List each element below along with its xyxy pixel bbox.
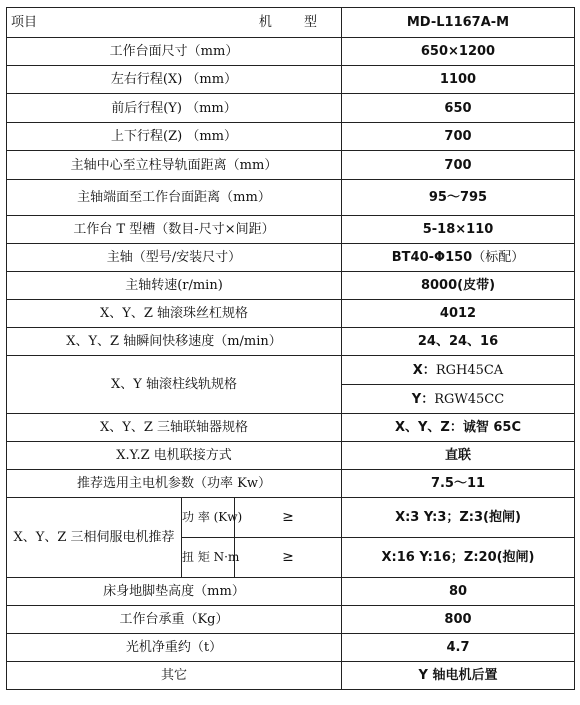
- row-value: 700: [342, 123, 575, 151]
- row-label: 其它: [7, 662, 342, 690]
- spindle-note: （标配）: [472, 250, 525, 265]
- servo-label: X、Y、Z 三相伺服电机推荐: [7, 498, 182, 578]
- row-label: 主轴端面至工作台面距离（mm）: [7, 180, 342, 216]
- table-row: [7, 123, 575, 151]
- table-row: [7, 606, 575, 634]
- table-row: [7, 272, 575, 300]
- header-row: [7, 8, 575, 38]
- row-label: X、Y、Z 轴滚珠丝杠规格: [7, 300, 342, 328]
- model-header: 机 型: [258, 15, 331, 30]
- guide-x-value: [342, 356, 575, 385]
- row-value: X、Y、Z：诚智 65C: [342, 414, 575, 442]
- table-row: [7, 634, 575, 662]
- table-row: [7, 244, 575, 272]
- row-label: 床身地脚垫高度（mm）: [7, 578, 342, 606]
- table-row: [7, 578, 575, 606]
- spec-table: [6, 7, 575, 690]
- row-value: 95～795: [342, 180, 575, 216]
- row-value: 7.5～11: [342, 470, 575, 498]
- row-label: 工作台承重（Kg）: [7, 606, 342, 634]
- table-row: [7, 662, 575, 690]
- row-label: 工作台 T 型槽（数目-尺寸×间距）: [7, 216, 342, 244]
- header-label-cell: [7, 8, 342, 38]
- row-label: 前后行程(Y) （mm）: [7, 94, 342, 123]
- guide-y-model: RGW45CC: [434, 391, 505, 407]
- spindle-value: BT40-Φ150: [391, 250, 473, 265]
- table-row: [7, 442, 575, 470]
- row-value: 650×1200: [342, 38, 575, 66]
- guide-x-model: RGH45CA: [435, 362, 504, 378]
- row-label: 推荐选用主电机参数（功率 Kw）: [7, 470, 342, 498]
- guide-y-prefix: Y：: [411, 391, 435, 407]
- guide-y-value: [342, 385, 575, 414]
- table-row: [7, 498, 575, 538]
- table-row: [7, 66, 575, 94]
- row-label: X、Y、Z 三轴联轴器规格: [7, 414, 342, 442]
- row-value: 4012: [342, 300, 575, 328]
- servo-power-label: 功 率 (Kw): [182, 498, 235, 538]
- table-row: [7, 328, 575, 356]
- row-value: 800: [342, 606, 575, 634]
- table-row: [7, 151, 575, 180]
- item-header: 项目: [11, 15, 38, 30]
- row-value: 700: [342, 151, 575, 180]
- row-value: 650: [342, 94, 575, 123]
- row-value: 24、24、16: [342, 328, 575, 356]
- servo-torque-symbol: ≥: [235, 538, 342, 578]
- row-value: 8000(皮带): [342, 272, 575, 300]
- row-label: 主轴转速(r/min): [7, 272, 342, 300]
- table-row: [7, 470, 575, 498]
- model-value: MD-L1167A-M: [342, 8, 575, 38]
- row-label: X、Y 轴滚柱线轨规格: [7, 356, 342, 414]
- row-value: 直联: [342, 442, 575, 470]
- table-row: [7, 94, 575, 123]
- row-label: 左右行程(X) （mm）: [7, 66, 342, 94]
- row-label: 工作台面尺寸（mm）: [7, 38, 342, 66]
- table-row: [7, 216, 575, 244]
- row-label: 光机净重约（t）: [7, 634, 342, 662]
- row-value: [342, 244, 575, 272]
- table-row: [7, 414, 575, 442]
- row-label: X.Y.Z 电机联接方式: [7, 442, 342, 470]
- row-value: 1100: [342, 66, 575, 94]
- table-row: [7, 38, 575, 66]
- servo-torque-value: X:16 Y:16；Z:20(抱闸): [342, 538, 575, 578]
- table-row: [7, 180, 575, 216]
- row-value: 4.7: [342, 634, 575, 662]
- row-label: 主轴中心至立柱导轨面距离（mm）: [7, 151, 342, 180]
- table-row: [7, 356, 575, 385]
- row-value: Y 轴电机后置: [342, 662, 575, 690]
- servo-power-symbol: ≥: [235, 498, 342, 538]
- servo-power-value: X:3 Y:3；Z:3(抱闸): [342, 498, 575, 538]
- row-label: 主轴（型号/安装尺寸）: [7, 244, 342, 272]
- guide-x-prefix: X：: [412, 362, 436, 378]
- row-value: 80: [342, 578, 575, 606]
- servo-torque-label: 扭 矩 N·m: [182, 538, 235, 578]
- table-row: [7, 300, 575, 328]
- row-value: 5-18×110: [342, 216, 575, 244]
- row-label: 上下行程(Z) （mm）: [7, 123, 342, 151]
- row-label: X、Y、Z 轴瞬间快移速度（m/min）: [7, 328, 342, 356]
